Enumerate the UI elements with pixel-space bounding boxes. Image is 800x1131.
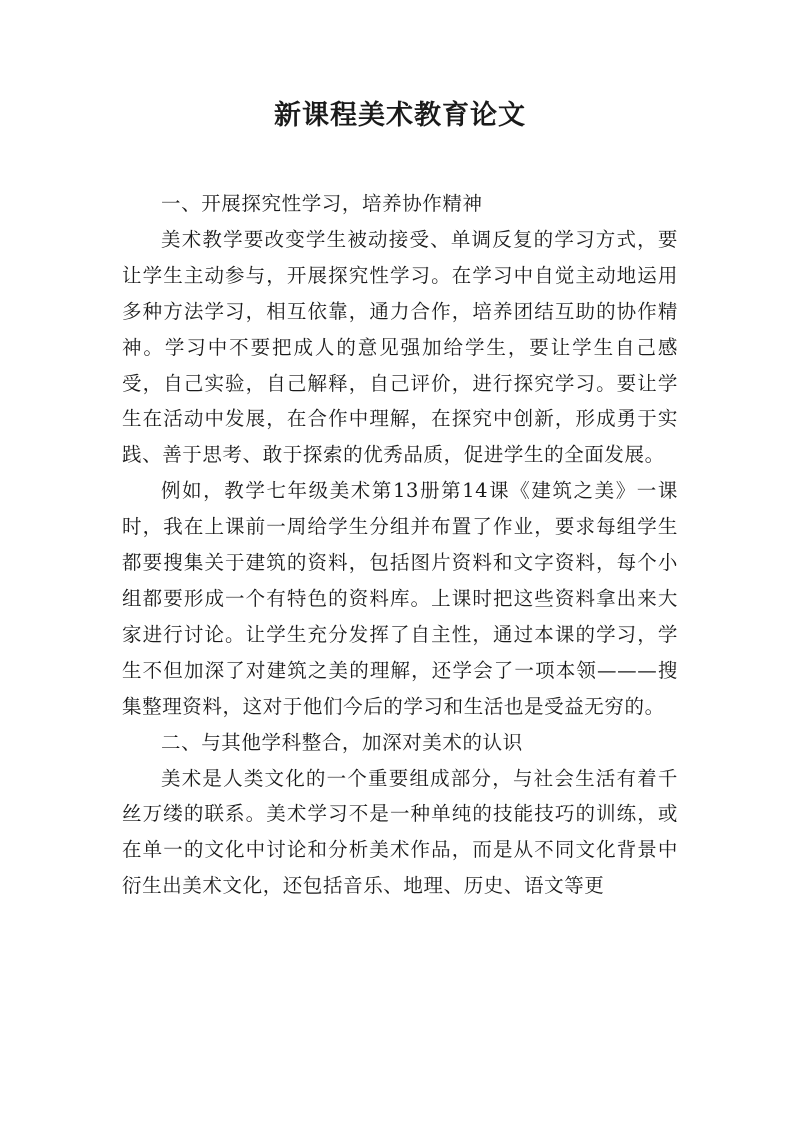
paragraph-3: 美术是人类文化的一个重要组成部分，与社会生活有着千丝万缕的联系。美术学习不是一种单纯的技能技巧的训练，或在单一的文化中讨论和分析美术作品，而是从不同文化背景中衍生出美术文化，还包括音乐、地理、历史、语文等更 bbox=[122, 766, 678, 898]
document-body bbox=[122, 186, 678, 904]
section-heading-2: 二、与其他学科整合，加深对美术的认识 bbox=[161, 730, 523, 754]
paragraph-1: 美术教学要改变学生被动接受、单调反复的学习方式，要让学生主动参与，开展探究性学习。在学习中自觉主动地运用多种方法学习，相互依靠，通力合作，培养团结互助的协作精神。学习中不要把成人的意见强加给学生，要让学生自己感受，自己实验，自己解释，自己评价，进行探究学习。要让学生在活动中发展，在合作中理解，在探究中创新，形成勇于实践、善于思考、敢于探索的优秀品质，促进学生的全面发展。 bbox=[122, 227, 678, 467]
document-title: 新课程美术教育论文 bbox=[274, 100, 526, 131]
paragraph-2: 例如，教学七年级美术第13册第14课《建筑之美》一课时，我在上课前一周给学生分组并布置了作业，要求每组学生都要搜集关于建筑的资料，包括图片资料和文字资料，每个小组都要形成一个有特色的资料库。上课时把这些资料拿出来大家进行讨论。让学生充分发挥了自主性，通过本课的学习，学生不但加深了对建筑之美的理解，还学会了一项本领———搜集整理资料，这对于他们今后的学习和生活也是受益无穷的。 bbox=[122, 479, 678, 718]
section-heading-1: 一、开展探究性学习，培养协作精神 bbox=[161, 192, 483, 215]
